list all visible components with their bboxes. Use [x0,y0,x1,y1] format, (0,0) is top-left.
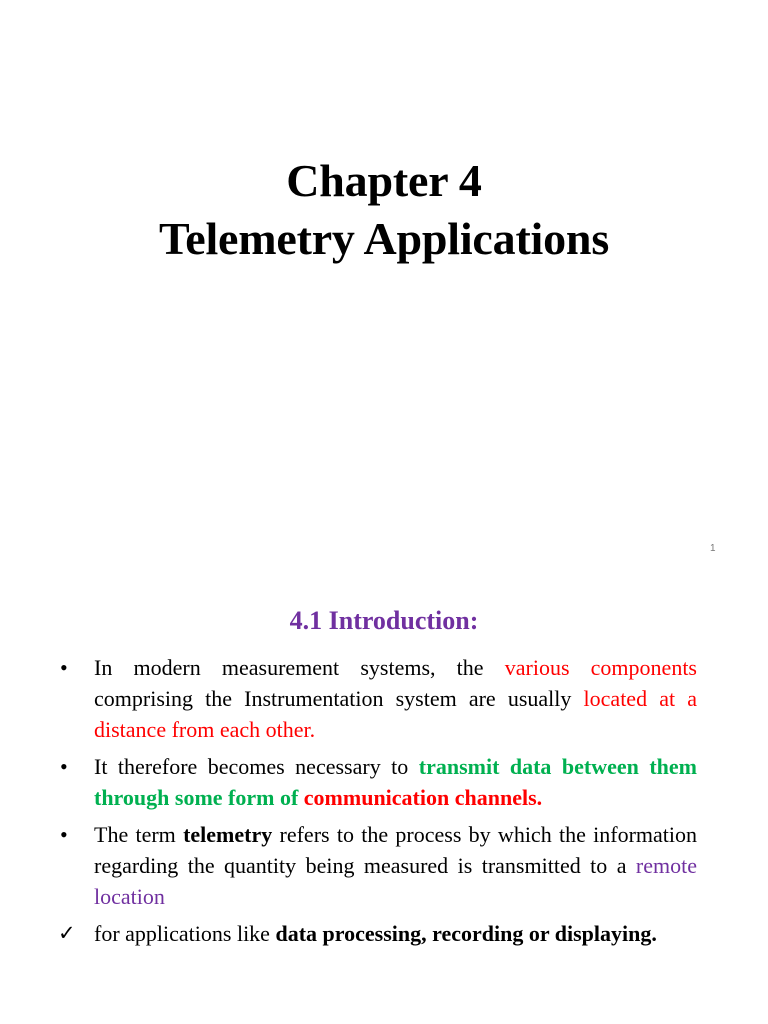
bullet-item-1 [60,652,697,745]
emphasis-text: transmit data between them through some form of [94,754,697,810]
check-icon: ✓ [58,921,76,945]
emphasis-text: communication channels. [303,785,543,810]
term-telemetry: telemetry [183,822,273,847]
emphasis-text: located at a distance from each other. [94,686,697,742]
chapter-title: Chapter 4 [286,155,482,206]
bullet-marker: • [60,822,68,847]
bullet-text: refers to the process by which the information regarding the quantity being measured is transmitted to a [94,822,697,878]
bullet-text: comprising the Instrumentation system are usually [94,686,584,711]
bullet-text: It therefore becomes necessary to [94,754,419,779]
bullet-marker: • [60,655,68,680]
bullet-text: In modern measurement systems, the [94,655,505,680]
bullet-list [60,652,697,955]
section-heading: 4.1 Introduction: [289,606,479,635]
introduction-slide [0,572,768,1024]
bullet-item-3 [60,819,697,912]
bullet-item-4 [60,918,697,949]
bullet-item-2 [60,751,697,813]
bullet-marker: • [60,754,68,779]
bullet-text: The term [94,822,184,847]
page-number: 1 [710,543,716,554]
bullet-text: for applications like [94,921,276,946]
slide-title [0,152,768,268]
emphasis-text: data processing, recording or displaying. [275,921,657,946]
emphasis-text: various components [504,655,697,680]
chapter-subtitle: Telemetry Applications [158,213,610,264]
emphasis-text: remote location [94,853,697,909]
